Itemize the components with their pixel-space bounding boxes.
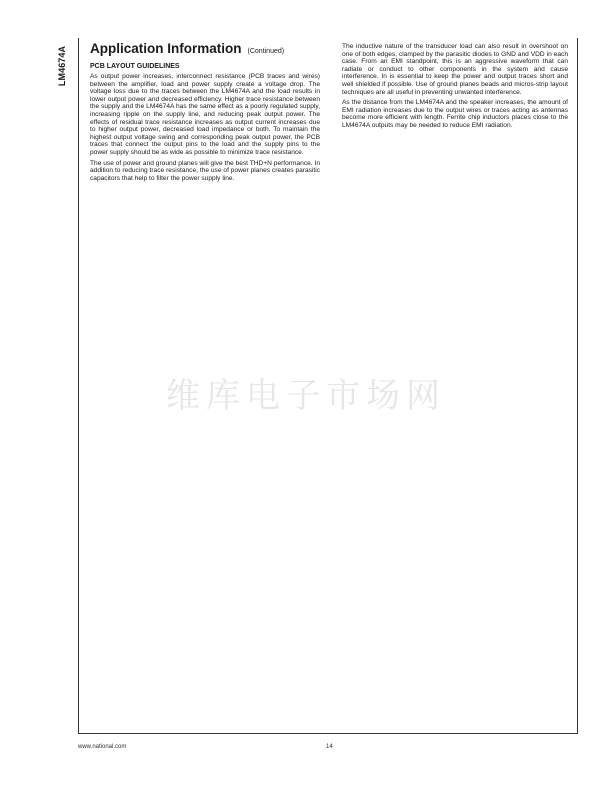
page-number: 14 xyxy=(326,744,333,750)
subheading-pcb-layout: PCB LAYOUT GUIDELINES xyxy=(90,63,180,70)
paragraph: The inductive nature of the transducer load can also result in overshoot on one of both edges, clamped by the parasitic diodes to GND and VDD in each case. From an EMI standpoint, this is an aggressive waveform that can radiate or conduct to other components in the system and cause interference. In is essential to keep the power and output traces short and well shielded if possible. Use of ground planes beads and micros-strip layout techniques are all useful in preventing unwanted interference. xyxy=(342,43,568,96)
right-column xyxy=(342,43,568,133)
watermark: 维库电子市场网 xyxy=(166,376,446,416)
part-number-side-label xyxy=(52,36,72,96)
section-title xyxy=(90,41,320,60)
paragraph: As output power increases, interconnect resistance (PCB traces and wires) between the amplifier, load and power supply create a voltage drop. The voltage loss due to the traces between the LM4674A and the load results in lower output power and decreased efficiency. Higher trace resistance between the supply and the LM4674A has the same effect as a poorly regulated supply, increasing ripple on the supply line, and reducing peak output power. The effects of residual trace resistance increases as output current increases due to higher output power, decreased load impedance or both. To maintain the highest output voltage swing and corresponding peak output power, the PCB traces that connect the output pins to the load and the supply pins to the power supply should be as wide as possible to minimize trace resistance. xyxy=(90,73,320,156)
part-number-text: LM4674A xyxy=(57,45,67,87)
paragraph: As the distance from the LM4674A and the speaker increases, the amount of EMI radiation increases due to the output wires or traces acting as antennas become more efficient with length. Ferrite chip inductors places close to the LM4674A outputs may be needed to reduce EMI radiation. xyxy=(342,99,568,129)
section-title-text: Application Information xyxy=(90,41,242,56)
paragraph: The use of power and ground planes will give the best THD+N performance. In addition to reducing trace resistance, the use of power planes creates parasitic capacitors that help to filter the power supply line. xyxy=(90,159,320,182)
continued-label: (Continued) xyxy=(247,48,285,55)
footer-url: www.national.com xyxy=(78,744,127,750)
left-column xyxy=(90,38,320,185)
